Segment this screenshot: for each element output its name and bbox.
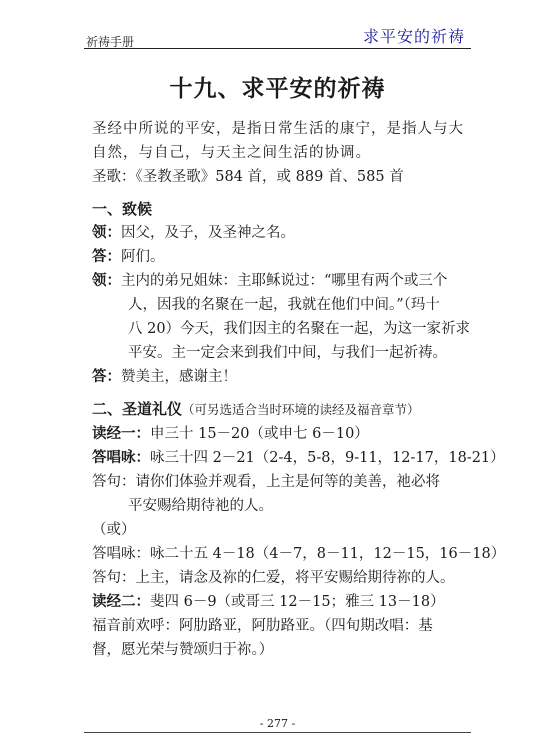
section-liturgy	[92, 397, 506, 662]
response-text: 请你们体验并观看，上主是何等的美善，祂必将	[135, 474, 440, 490]
dialogue-row	[92, 365, 481, 389]
dialogue-row	[92, 269, 481, 293]
response-label: 答：	[92, 249, 121, 265]
reading-text: 斐四 6－9（或哥三 12－15；雅三 13－18）	[150, 594, 445, 610]
dialogue-text: 主内的弟兄姐妹：主耶稣说过：“哪里有两个或三个	[121, 273, 448, 289]
intro	[92, 117, 481, 189]
intro-line: 圣经中所说的平安，是指日常生活的康宁，是指人与大	[92, 121, 464, 137]
psalm-text: 咏二十五 4－18（4－7，8－11，12－15，16－18）	[150, 546, 506, 562]
psalm-row	[92, 446, 505, 470]
dialogue-text: 阿们。	[121, 249, 165, 265]
gospel-label: 福音前欢呼：	[92, 618, 179, 634]
reading-label: 读经一：	[92, 426, 150, 442]
dialogue-row	[92, 245, 481, 269]
dialogue-row	[92, 221, 481, 245]
dialogue-continuation: 人，因我的名聚在一起，我就在他们中间。”（玛十	[128, 297, 440, 313]
reading-row	[92, 422, 481, 446]
dialogue-text: 因父，及子，及圣神之名。	[121, 225, 295, 241]
or-line: （或）	[92, 522, 136, 538]
intro-line: 自然，与自己，与天主之间生活的协调。	[92, 145, 371, 161]
header-right: 求平安的祈祷	[362, 27, 465, 46]
gospel-continuation: 督，愿光荣与赞颂归于祢。）	[92, 642, 274, 658]
psalm-label: 答唱咏：	[92, 546, 150, 562]
response-label: 答句：	[92, 474, 136, 490]
dialogue-continuation: 平安。主一定会来到我们中间，与我们一起祈祷。	[128, 345, 447, 361]
reading-row	[92, 590, 481, 614]
dialogue-continuation: 八 20）今天，我们因主的名聚在一起，为这一家祈求	[128, 321, 471, 337]
page-title: 十九、求平安的祈祷	[169, 76, 386, 102]
header-rule	[84, 48, 471, 49]
hymn-line: 圣歌：《圣教圣歌》584 首，或 889 首、585 首	[92, 169, 404, 185]
response-label: 答句：	[92, 570, 136, 586]
leader-label: 领：	[92, 273, 121, 289]
response-text: 上主，请念及祢的仁爱，将平安赐给期待祢的人。	[135, 570, 455, 586]
section-heading	[92, 397, 481, 422]
response-continuation: 平安赐给期待祂的人。	[128, 498, 273, 514]
section-heading: 一、致候	[92, 200, 153, 218]
page-number: - 277 -	[259, 717, 296, 730]
dialogue-text: 赞美主，感谢主！	[121, 369, 237, 385]
reading-label: 读经二：	[92, 594, 150, 610]
footer-rule	[84, 732, 471, 733]
gospel-text: 阿肋路亚，阿肋路亚。（四旬期改唱：基	[179, 618, 433, 634]
section-greeting	[92, 197, 481, 389]
section-heading-note: （可另选适合当时环境的读经及福音章节）	[182, 402, 420, 417]
psalm-label: 答唱咏：	[92, 450, 150, 466]
section-heading-text: 二、圣道礼仪	[92, 400, 183, 418]
psalm-text: 咏三十四 2－21（2-4，5-8，9-11，12-17，18-21）	[150, 450, 505, 466]
response-row	[92, 566, 481, 590]
response-label: 答：	[92, 369, 121, 385]
reading-text: 申三十 15－20（或申七 6－10）	[150, 426, 369, 442]
page-body	[92, 117, 506, 662]
response-row	[92, 470, 481, 494]
header-left: 祈祷手册	[86, 35, 135, 49]
gospel-row	[92, 614, 481, 638]
leader-label: 领：	[92, 225, 121, 241]
psalm-row	[92, 542, 506, 566]
